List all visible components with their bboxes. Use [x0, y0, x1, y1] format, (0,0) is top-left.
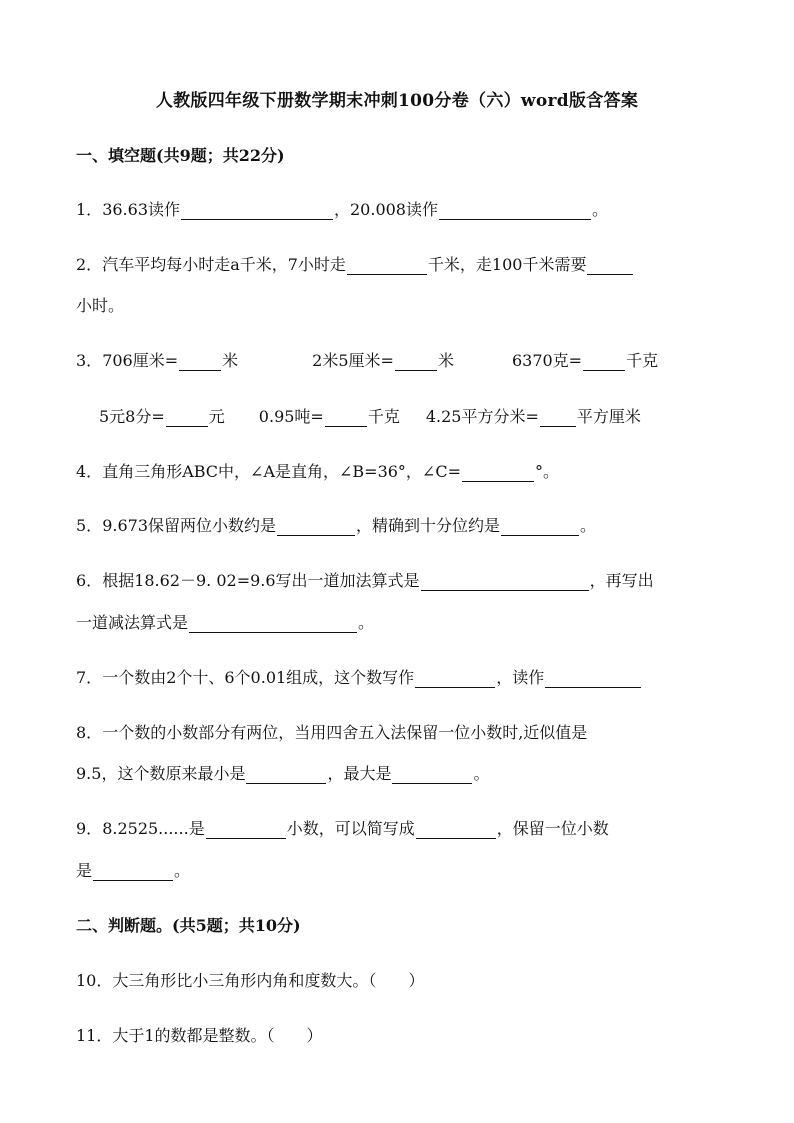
answer-blank[interactable] — [179, 352, 221, 371]
answer-blank[interactable] — [93, 862, 173, 881]
question-4: 4．直角三角形ABC中，∠A是直角，∠B=36°，∠C= °。 — [76, 462, 560, 481]
question-number: 1． — [76, 200, 103, 219]
answer-blank[interactable] — [545, 669, 641, 688]
question-number: 3． — [76, 351, 103, 370]
question-number: 2． — [76, 255, 103, 274]
question-8-continued: 9.5，这个数原来最小是 ，最大是 。 — [76, 764, 490, 783]
question-10: 10．大三角形比小三角形内角和度数大。（ ） — [76, 971, 425, 990]
answer-blank[interactable] — [501, 517, 579, 536]
answer-blank[interactable] — [347, 256, 427, 275]
question-2: 2．汽车平均每小时走a千米，7小时走 千米，走100千米需要 — [76, 252, 634, 275]
question-8: 8．一个数的小数部分有两位，当用四舍五入法保留一位小数时,近似值是 — [76, 723, 588, 742]
answer-blank[interactable] — [277, 517, 355, 536]
question-number: 7． — [76, 668, 103, 687]
question-9-continued: 是 。 — [76, 861, 191, 880]
answer-blank[interactable] — [439, 201, 591, 220]
answer-blank[interactable] — [415, 669, 495, 688]
answer-blank[interactable] — [166, 408, 208, 427]
question-number: 11． — [76, 1026, 113, 1045]
question-2-continued: 小时。 — [76, 296, 125, 315]
question-6-continued: 一道减法算式是 。 — [76, 613, 375, 632]
question-number: 8． — [76, 723, 103, 742]
question-number: 4． — [76, 462, 103, 481]
answer-blank[interactable] — [246, 765, 326, 784]
section-true-false-heading: 二、判断题。(共5题；共10分) — [76, 916, 301, 935]
question-number: 6． — [76, 571, 103, 590]
answer-blank[interactable] — [583, 352, 625, 371]
answer-blank[interactable] — [416, 820, 496, 839]
question-9: 9．8.2525......是 小数，可以简写成 ，保留一位小数 — [76, 819, 609, 838]
question-1: 1．36.63读作 ，20.008读作 。 — [76, 200, 609, 219]
answer-blank[interactable] — [181, 201, 333, 220]
question-number: 5． — [76, 516, 103, 535]
question-number: 9． — [76, 819, 103, 838]
question-7: 7．一个数由2个十、6个0.01组成，这个数写作 ，读作 — [76, 665, 642, 688]
answer-blank[interactable] — [206, 820, 286, 839]
answer-blank[interactable] — [395, 352, 437, 371]
answer-blank[interactable] — [587, 256, 633, 275]
question-6: 6．根据18.62－9. 02=9.6写出一道加法算式是 ，再写出 — [76, 571, 654, 590]
section-fill-in-heading: 一、填空题(共9题；共22分) — [76, 146, 285, 165]
answer-blank[interactable] — [325, 408, 367, 427]
answer-blank[interactable] — [392, 765, 472, 784]
answer-blank[interactable] — [421, 572, 589, 591]
question-number: 10． — [76, 971, 113, 990]
answer-blank[interactable] — [189, 614, 357, 633]
question-3-row-2: 5元8分= 元 0.95吨= 千克 4.25平方分米= 平方厘米 — [99, 407, 641, 426]
question-5: 5．9.673保留两位小数约是 ，精确到十分位约是 。 — [76, 516, 597, 535]
question-11: 11．大于1的数都是整数。（ ） — [76, 1026, 323, 1045]
answer-blank[interactable] — [540, 408, 576, 427]
question-3: 3．706厘米= 米 2米5厘米= 米 6370克= 千克 — [76, 351, 659, 370]
page-title: 人教版四年级下册数学期末冲刺100分卷（六）word版含答案 — [155, 91, 639, 111]
answer-blank[interactable] — [462, 463, 534, 482]
